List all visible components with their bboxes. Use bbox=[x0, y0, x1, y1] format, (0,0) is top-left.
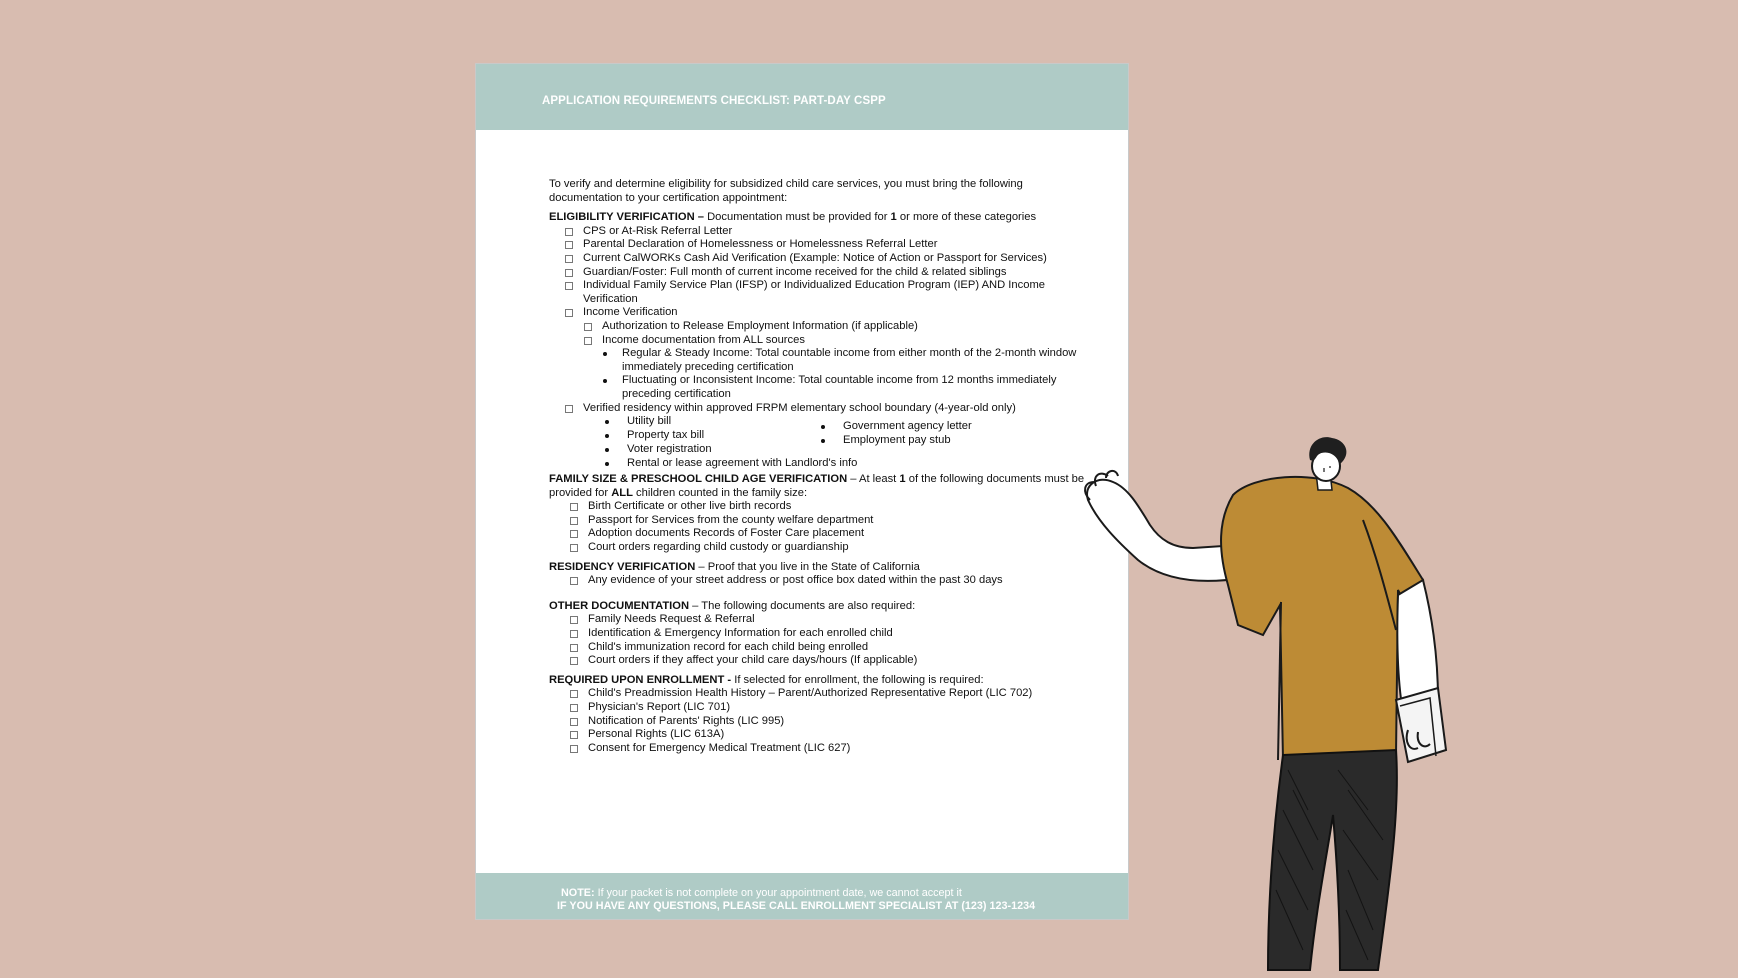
enrollment-section bbox=[549, 674, 1089, 756]
footer-contact: IF YOU HAVE ANY QUESTIONS, PLEASE CALL ENROLLMENT SPECIALIST AT (123) 123-1234 bbox=[557, 900, 1036, 912]
checkbox-icon[interactable] bbox=[570, 577, 578, 585]
checklist-item: Personal Rights (LIC 613A) bbox=[549, 728, 1089, 742]
bullet-item: Regular & Steady Income: Total countable income from either month of the 2-month window immediately preceding certification bbox=[549, 347, 1089, 374]
bullet-item: Voter registration bbox=[627, 443, 712, 457]
checklist-item: Verified residency within approved FRPM elementary school boundary (4-year-old only) bbox=[549, 402, 1089, 416]
checklist-item: Parental Declaration of Homelessness or Homelessness Referral Letter bbox=[549, 238, 1089, 252]
checklist-subitem: Authorization to Release Employment Information (if applicable) bbox=[549, 320, 1089, 334]
residency-section bbox=[549, 561, 1089, 588]
checkbox-icon[interactable] bbox=[570, 630, 578, 638]
checklist-item: Court orders if they affect your child care days/hours (If applicable) bbox=[549, 654, 1089, 668]
bullet-item: Property tax bill bbox=[627, 429, 704, 443]
checkbox-icon[interactable] bbox=[570, 517, 578, 525]
checklist-item: Current CalWORKs Cash Aid Verification (Example: Notice of Action or Passport for Services) bbox=[549, 252, 1089, 266]
residency-options bbox=[549, 415, 1089, 470]
checkbox-icon[interactable] bbox=[570, 657, 578, 665]
enrollment-heading: REQUIRED UPON ENROLLMENT - If selected for enrollment, the following is required: bbox=[549, 673, 984, 686]
checkbox-icon[interactable] bbox=[565, 282, 573, 290]
bullet-icon bbox=[605, 462, 609, 466]
bullet-item: Government agency letter bbox=[843, 420, 972, 434]
document-footer bbox=[476, 873, 1128, 919]
checkbox-icon[interactable] bbox=[570, 544, 578, 552]
checklist-item: Child's immunization record for each child being enrolled bbox=[549, 641, 1089, 655]
papers bbox=[1396, 688, 1446, 762]
bullet-item: Utility bill bbox=[627, 415, 671, 429]
checkbox-icon[interactable] bbox=[570, 644, 578, 652]
checkbox-icon[interactable] bbox=[584, 323, 592, 331]
checkbox-icon[interactable] bbox=[565, 309, 573, 317]
checklist-item: Notification of Parents' Rights (LIC 995) bbox=[549, 715, 1089, 729]
checklist-item: Passport for Services from the county welfare department bbox=[549, 514, 1089, 528]
checkbox-icon[interactable] bbox=[570, 503, 578, 511]
document-header bbox=[476, 64, 1128, 130]
checklist-item: Family Needs Request & Referral bbox=[549, 613, 1089, 627]
other-documentation-heading: OTHER DOCUMENTATION – The following documents are also required: bbox=[549, 599, 916, 612]
checklist-item: Consent for Emergency Medical Treatment (LIC 627) bbox=[549, 742, 1089, 756]
checkbox-icon[interactable] bbox=[565, 269, 573, 277]
document-title: APPLICATION REQUIREMENTS CHECKLIST: PART-DAY CSPP bbox=[542, 95, 886, 107]
bullet-icon bbox=[603, 352, 607, 356]
person-illustration bbox=[1078, 430, 1508, 978]
checklist-item: Birth Certificate or other live birth records bbox=[549, 500, 1089, 514]
residency-heading: RESIDENCY VERIFICATION – Proof that you live in the State of California bbox=[549, 560, 920, 573]
checklist-item: Physician's Report (LIC 701) bbox=[549, 701, 1089, 715]
raised-arm bbox=[1087, 480, 1243, 581]
bullet-item: Rental or lease agreement with Landlord's info bbox=[627, 457, 857, 471]
eligibility-heading: ELIGIBILITY VERIFICATION – Documentation must be provided for 1 or more of these categories bbox=[549, 211, 1037, 224]
checkbox-icon[interactable] bbox=[565, 228, 573, 236]
checklist-item: Any evidence of your street address or post office box dated within the past 30 days bbox=[549, 574, 1089, 588]
bullet-item: Fluctuating or Inconsistent Income: Total countable income from 12 months immediately preceding certification bbox=[549, 374, 1089, 401]
checklist-item: Income Verification bbox=[549, 306, 1089, 320]
bullet-icon bbox=[605, 434, 609, 438]
family-size-heading: FAMILY SIZE & PRESCHOOL CHILD AGE VERIFICATION – At least 1 of the following documents must be provided for ALL children counted in the family size: bbox=[549, 473, 1085, 499]
checklist-item: Guardian/Foster: Full month of current income received for the child & related siblings bbox=[549, 266, 1089, 280]
checkbox-icon[interactable] bbox=[565, 241, 573, 249]
checkbox-icon[interactable] bbox=[570, 704, 578, 712]
intro-text: To verify and determine eligibility for subsidized child care services, you must bring the following documentation to your certification appointment: bbox=[549, 178, 1023, 204]
bullet-icon bbox=[821, 425, 825, 429]
bullet-item: Employment pay stub bbox=[843, 434, 951, 448]
checkbox-icon[interactable] bbox=[565, 405, 573, 413]
checkbox-icon[interactable] bbox=[570, 731, 578, 739]
checkbox-icon[interactable] bbox=[570, 718, 578, 726]
bullet-icon bbox=[603, 379, 607, 383]
bullet-icon bbox=[821, 439, 825, 443]
checkbox-icon[interactable] bbox=[565, 255, 573, 263]
checkbox-icon[interactable] bbox=[570, 690, 578, 698]
checklist-document bbox=[475, 63, 1129, 920]
pants bbox=[1268, 750, 1397, 970]
bullet-icon bbox=[605, 448, 609, 452]
checklist-subitem: Income documentation from ALL sources bbox=[549, 334, 1089, 348]
checkbox-icon[interactable] bbox=[570, 745, 578, 753]
eligibility-section bbox=[549, 211, 1089, 470]
document-body bbox=[549, 178, 1089, 755]
bullet-icon bbox=[605, 420, 609, 424]
checklist-item: Child's Preadmission Health History – Parent/Authorized Representative Report (LIC 702) bbox=[549, 687, 1089, 701]
family-size-section bbox=[549, 473, 1089, 555]
checkbox-icon[interactable] bbox=[584, 337, 592, 345]
checklist-item: Court orders regarding child custody or guardianship bbox=[549, 541, 1089, 555]
checkbox-icon[interactable] bbox=[570, 530, 578, 538]
checklist-item: Individual Family Service Plan (IFSP) or Individualized Education Program (IEP) AND Income Verification bbox=[549, 279, 1089, 306]
checkbox-icon[interactable] bbox=[570, 616, 578, 624]
footer-note: NOTE: If your packet is not complete on your appointment date, we cannot accept it bbox=[561, 887, 962, 899]
checklist-item: CPS or At-Risk Referral Letter bbox=[549, 225, 1089, 239]
checklist-item: Adoption documents Records of Foster Care placement bbox=[549, 527, 1089, 541]
checklist-item: Identification & Emergency Information for each enrolled child bbox=[549, 627, 1089, 641]
other-documentation-section bbox=[549, 600, 1089, 668]
